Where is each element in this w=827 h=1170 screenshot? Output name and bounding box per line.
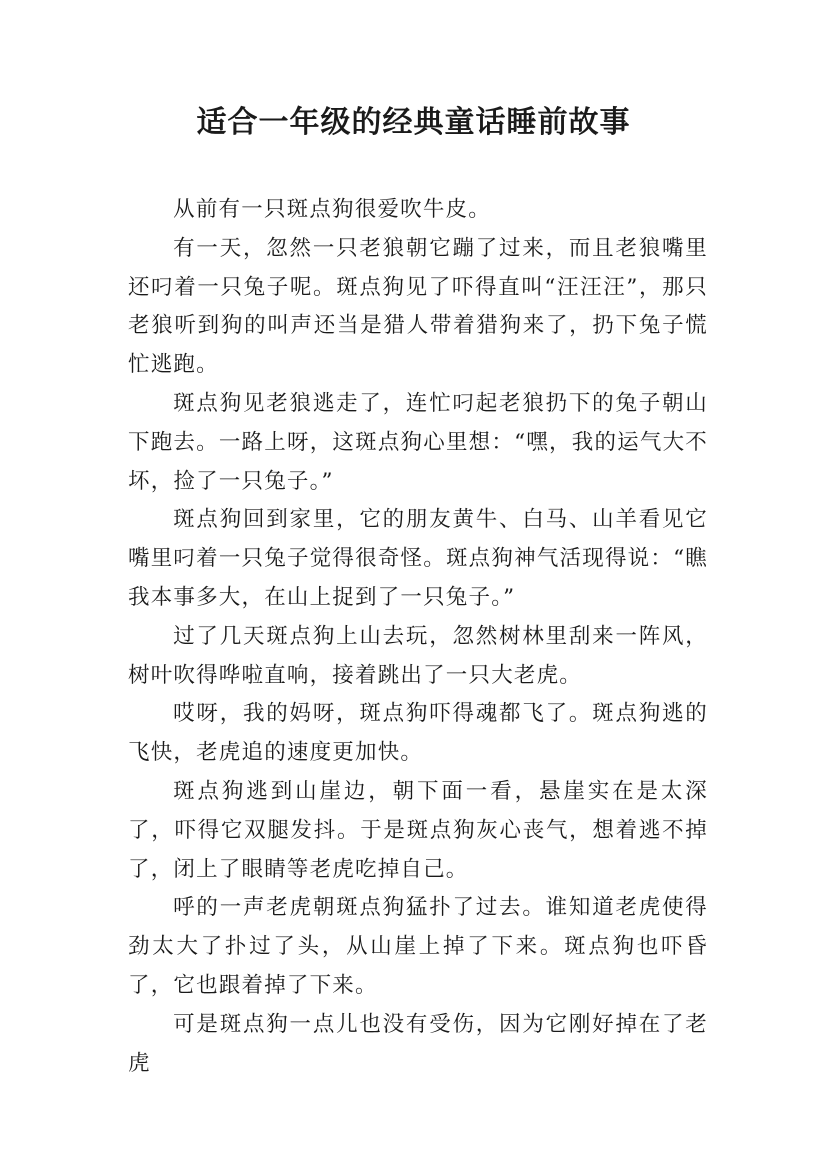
paragraph: 有一天，忽然一只老狼朝它蹦了过来，而且老狼嘴里还叼着一只兔子呢。斑点狗见了吓得直叫“汪汪汪”，那只老狼听到狗的叫声还当是猎人带着猎狗来了，扔下兔子慌忙逃跑。 (128, 235, 708, 378)
document-title: 适合一年级的经典童话睡前故事 (196, 105, 631, 140)
paragraph: 过了几天斑点狗上山去玩，忽然树林里刮来一阵风，树叶吹得哗啦直响，接着跳出了一只大老虎。 (128, 623, 708, 688)
paragraph: 呼的一声老虎朝斑点狗猛扑了过去。谁知道老虎使得劲太大了扑过了头，从山崖上掉了下来。斑点狗也吓昏了，它也跟着掉了下来。 (128, 895, 708, 998)
paragraph: 斑点狗回到家里，它的朋友黄牛、白马、山羊看见它嘴里叼着一只兔子觉得很奇怪。斑点狗神气活现得说：“瞧我本事多大，在山上捉到了一只兔子。” (128, 507, 708, 610)
paragraph: 可是斑点狗一点儿也没有受伤，因为它刚好掉在了老虎 (128, 1011, 708, 1076)
paragraph: 从前有一只斑点狗很爱吹牛皮。 (173, 197, 491, 222)
paragraph: 斑点狗见老狼逃走了，连忙叼起老狼扔下的兔子朝山下跑去。一路上呀，这斑点狗心里想：“嘿，我的运气大不坏，捡了一只兔子。” (128, 390, 708, 494)
story-body (128, 191, 708, 1083)
paragraph: 哎呀，我的妈呀，斑点狗吓得魂都飞了。斑点狗逃的飞快，老虎追的速度更加快。 (128, 701, 708, 766)
paragraph: 斑点狗逃到山崖边，朝下面一看，悬崖实在是太深了，吓得它双腿发抖。于是斑点狗灰心丧气，想着逃不掉了，闭上了眼睛等老虎吃掉自己。 (128, 778, 708, 882)
